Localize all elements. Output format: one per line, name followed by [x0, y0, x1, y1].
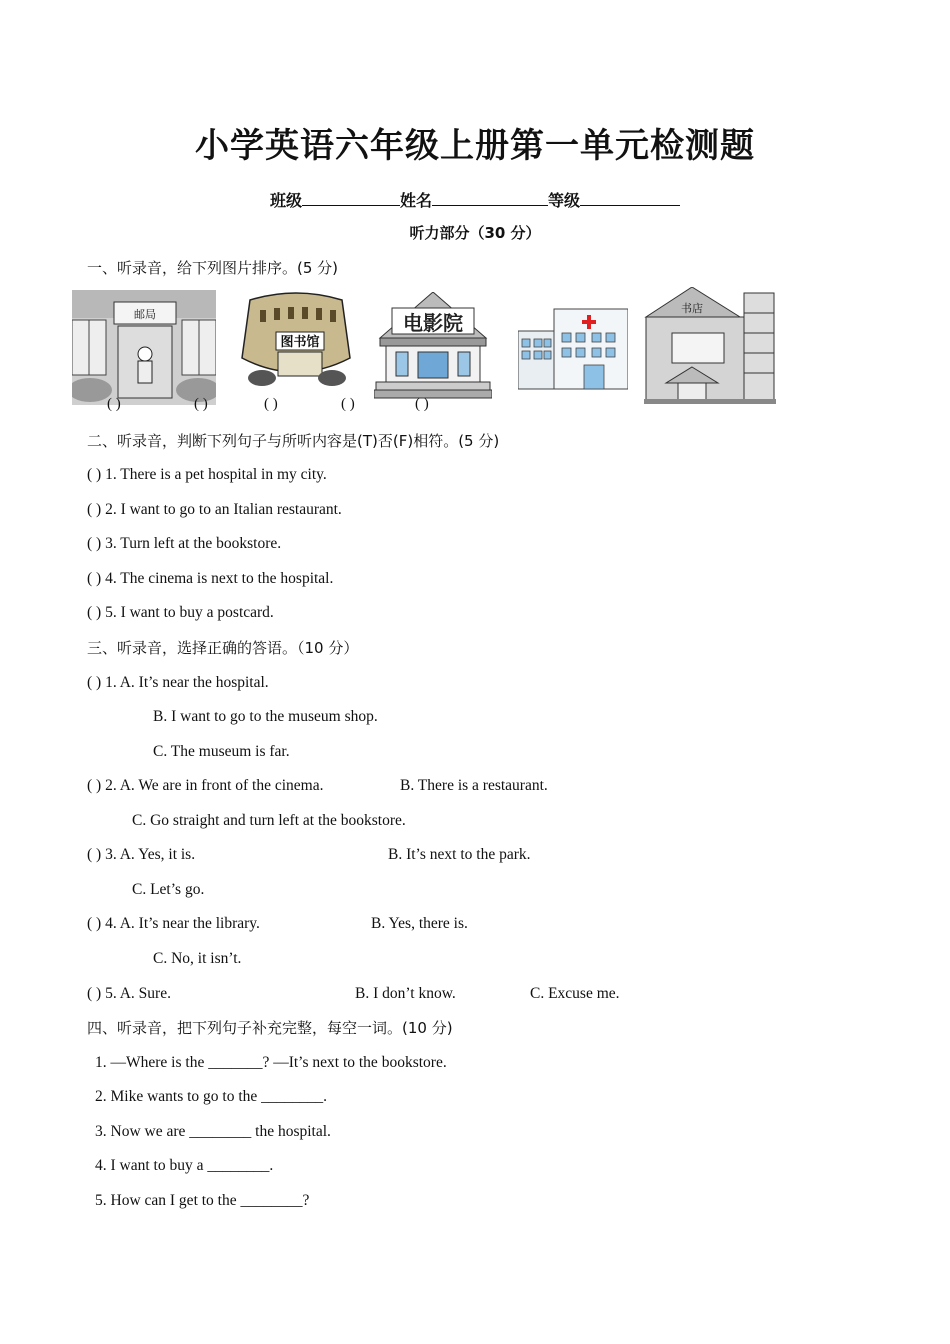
tf-item-3: ( ) 3. Turn left at the bookstore.: [87, 535, 282, 552]
q5-option-b: B. I don’t know.: [355, 985, 456, 1002]
bookstore-icon: [644, 287, 776, 405]
answer-paren-3[interactable]: ( ): [264, 396, 278, 412]
q1-option-a: ( ) 1. A. It’s near the hospital.: [87, 674, 269, 691]
hospital-icon: [518, 305, 628, 393]
q4-option-a: ( ) 4. A. It’s near the library.: [87, 915, 260, 932]
name-label: 姓名: [399, 191, 432, 210]
fill-item-2: 2. Mike wants to go to the ________.: [95, 1088, 328, 1105]
cinema-sign: 电影院: [403, 311, 463, 335]
fill-item-3: 3. Now we are ________ the hospital.: [95, 1123, 331, 1140]
class-blank[interactable]: [302, 189, 400, 206]
bookstore-sign: 书店: [681, 302, 703, 315]
q2-option-a: ( ) 2. A. We are in front of the cinema.: [87, 777, 324, 794]
post-office-icon: [72, 290, 216, 405]
listening-subtitle: 听力部分（30 分）: [409, 224, 541, 242]
cinema-icon: [374, 292, 492, 402]
tf-item-2: ( ) 2. I want to go to an Italian restaurant.: [87, 501, 342, 518]
q3-option-b: B. It’s next to the park.: [388, 846, 531, 863]
section4-heading: 四、听录音，把下列句子补充完整，每空一词。(10 分): [87, 1019, 453, 1037]
q1-option-c: C. The museum is far.: [153, 743, 290, 760]
answer-paren-4[interactable]: ( ): [341, 396, 355, 412]
tf-item-5: ( ) 5. I want to buy a postcard.: [87, 604, 274, 621]
q2-option-b: B. There is a restaurant.: [400, 777, 548, 794]
q5-option-a: ( ) 5. A. Sure.: [87, 985, 171, 1002]
post-office-sign: 邮局: [134, 308, 156, 321]
q3-option-c: C. Let’s go.: [132, 881, 205, 898]
tf-item-4: ( ) 4. The cinema is next to the hospital.: [87, 570, 334, 587]
grade-blank[interactable]: [580, 189, 680, 206]
q2-option-c: C. Go straight and turn left at the bookstore.: [132, 812, 406, 829]
q1-option-b: B. I want to go to the museum shop.: [153, 708, 378, 725]
fill-item-5: 5. How can I get to the ________?: [95, 1192, 310, 1209]
tf-item-1: ( ) 1. There is a pet hospital in my city.: [87, 466, 327, 483]
answer-paren-2[interactable]: ( ): [194, 396, 208, 412]
library-sign: 图书馆: [280, 335, 320, 350]
library-icon: [232, 288, 360, 388]
q3-option-a: ( ) 3. A. Yes, it is.: [87, 846, 196, 863]
section3-heading: 三、听录音，选择正确的答语。（10 分）: [87, 639, 359, 657]
class-label: 班级: [269, 191, 302, 210]
section2-heading: 二、听录音，判断下列句子与所听内容是(T)否(F)相符。(5 分): [87, 432, 500, 450]
q4-option-b: B. Yes, there is.: [371, 915, 468, 932]
answer-paren-5[interactable]: ( ): [415, 396, 429, 412]
student-info-line: [0, 188, 950, 211]
q4-option-c: C. No, it isn’t.: [153, 950, 242, 967]
q5-option-c: C. Excuse me.: [530, 985, 620, 1002]
fill-item-1: 1. —Where is the _______? —It’s next to the bookstore.: [95, 1054, 447, 1071]
page-title: 小学英语六年级上册第一单元检测题: [195, 126, 755, 166]
grade-label: 等级: [548, 191, 581, 210]
section1-heading: 一、听录音，给下列图片排序。(5 分): [87, 259, 339, 277]
fill-item-4: 4. I want to buy a ________.: [95, 1157, 274, 1174]
name-blank[interactable]: [432, 189, 548, 206]
answer-paren-1[interactable]: ( ): [107, 396, 121, 412]
